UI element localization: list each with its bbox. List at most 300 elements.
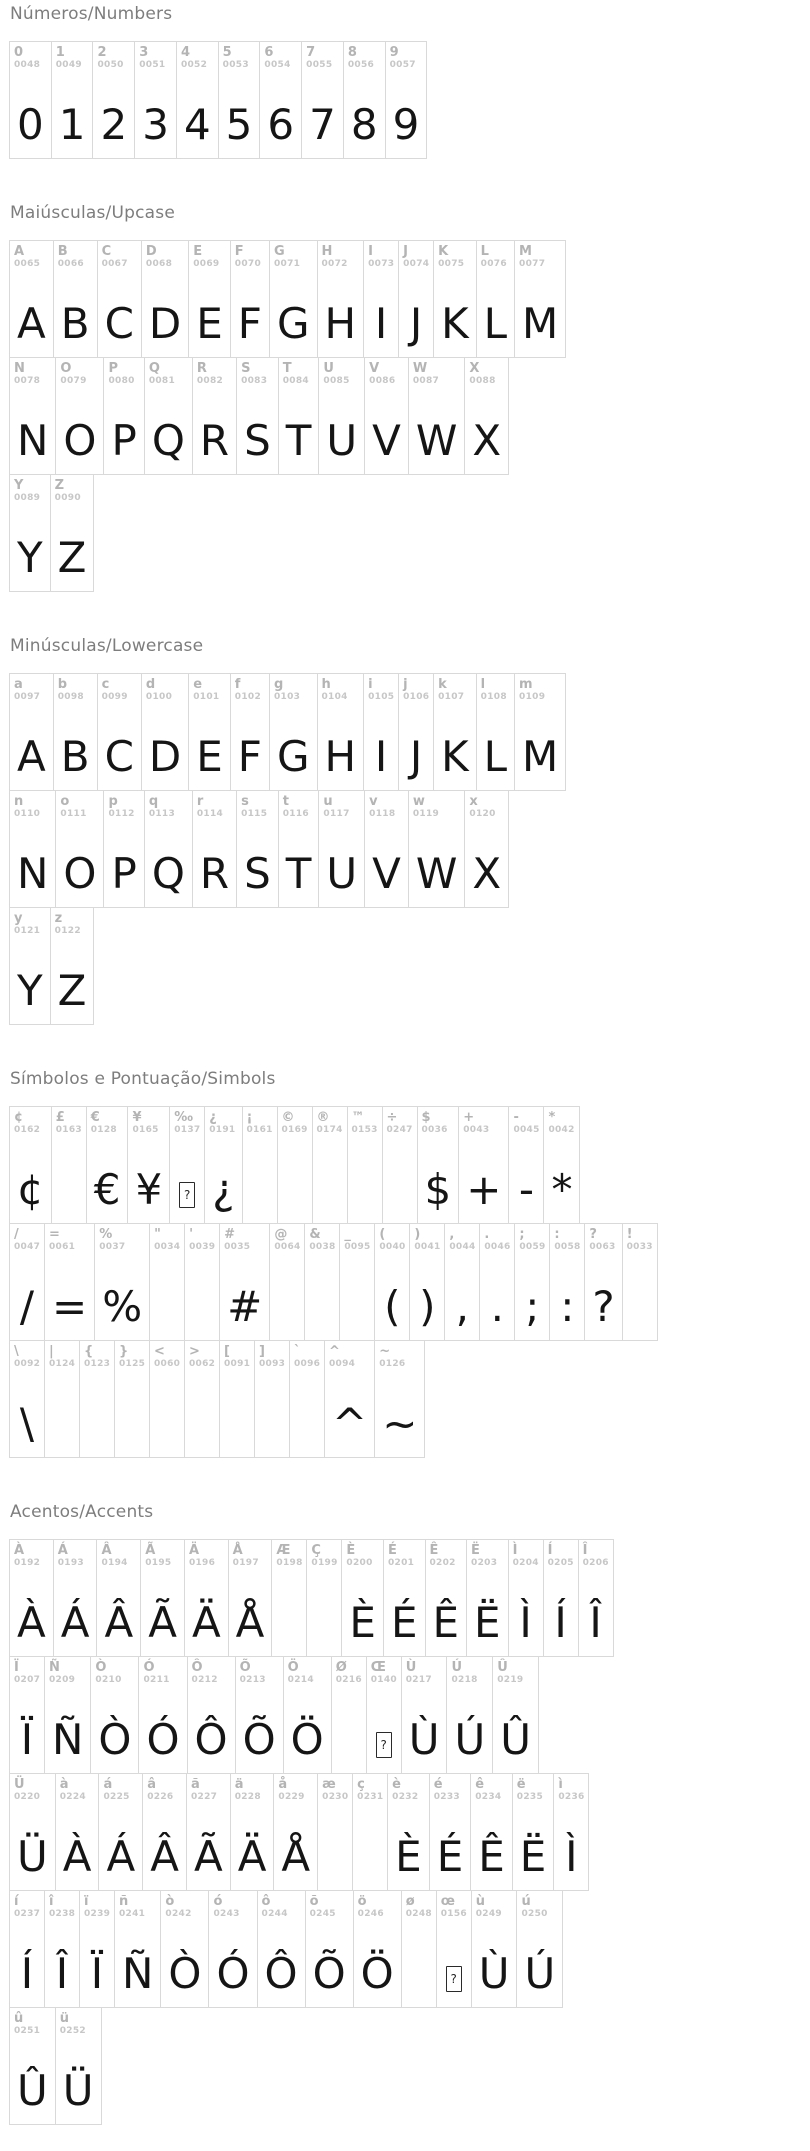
- cell-labels: [278, 1107, 312, 1136]
- cell-unicode-label: 0251: [14, 2026, 41, 2036]
- glyph-cell: [149, 1340, 185, 1458]
- cell-unicode-label: 0056: [347, 60, 375, 70]
- cell-character-label: á: [103, 1777, 113, 1792]
- glyph-preview: W: [415, 849, 458, 898]
- cell-character-label: %: [99, 1227, 113, 1242]
- cell-character-label: q: [148, 794, 159, 809]
- cell-labels: [150, 1341, 184, 1370]
- cell-labels: [313, 1107, 347, 1136]
- cell-unicode-label: 0232: [392, 1792, 419, 1802]
- glyph-cell: [53, 240, 98, 358]
- cell-character-label: s: [241, 794, 249, 809]
- glyph-preview: É: [390, 1598, 418, 1647]
- cell-unicode-label: 0048: [14, 60, 41, 70]
- cell-character-label: |: [49, 1344, 54, 1359]
- cell-unicode-label: 0199: [311, 1558, 338, 1568]
- cell-unicode-label: 0097: [14, 692, 41, 702]
- glyph-cell: [144, 357, 193, 475]
- cell-unicode-label: 0140: [370, 1675, 397, 1685]
- cell-unicode-label: 0042: [548, 1125, 575, 1135]
- glyph-row: [9, 1340, 425, 1458]
- cell-unicode-label: 0201: [387, 1558, 415, 1568]
- glyph-preview: [185, 1370, 219, 1457]
- cell-character-label: Ò: [95, 1660, 107, 1675]
- cell-unicode-label: 0102: [234, 692, 262, 702]
- cell-character-label: ñ: [119, 1894, 129, 1909]
- glyph-preview: Õ: [312, 1949, 346, 1998]
- cell-unicode-label: 0123: [84, 1359, 111, 1369]
- cell-unicode-label: 0216: [335, 1675, 362, 1685]
- cell-labels: [386, 42, 427, 71]
- cell-unicode-label: 0094: [329, 1359, 356, 1369]
- glyph-cell: [470, 1773, 513, 1891]
- glyph-preview: Î: [589, 1598, 602, 1647]
- glyph-preview: Ä: [191, 1598, 221, 1647]
- glyph-preview: ?: [592, 1282, 615, 1331]
- cell-labels: [87, 1107, 128, 1136]
- glyph-row: [9, 907, 94, 1025]
- glyph-preview: M: [522, 299, 559, 348]
- cell-unicode-label: 0191: [209, 1125, 236, 1135]
- glyph-cell: [436, 1890, 472, 2008]
- glyph-grid-accents: [9, 1539, 810, 2125]
- glyph-preview: (: [384, 1282, 401, 1331]
- glyph-preview: Ã: [148, 1598, 177, 1647]
- cell-character-label: ¿: [209, 1110, 217, 1125]
- cell-unicode-label: 0092: [14, 1359, 41, 1369]
- glyph-preview: Ò: [168, 1949, 202, 1998]
- cell-character-label: Ã: [145, 1543, 156, 1558]
- glyph-cell: [186, 1773, 231, 1891]
- cell-labels: [150, 1224, 184, 1253]
- cell-unicode-label: 0245: [309, 1909, 336, 1919]
- cell-unicode-label: 0217: [405, 1675, 432, 1685]
- cell-labels: [188, 1657, 235, 1686]
- glyph-preview: *: [551, 1165, 573, 1214]
- glyph-cell: [44, 1656, 91, 1774]
- glyph-preview: S: [244, 849, 271, 898]
- glyph-preview: U: [326, 849, 358, 898]
- cell-unicode-label: 0115: [241, 809, 268, 819]
- glyph-preview: Â: [150, 1832, 179, 1881]
- cell-character-label: E: [193, 244, 203, 259]
- cell-character-label: ): [414, 1227, 421, 1242]
- cell-character-label: a: [14, 677, 23, 692]
- cell-unicode-label: 0054: [264, 60, 291, 70]
- cell-character-label: F: [234, 244, 244, 259]
- cell-character-label: ï: [84, 1894, 89, 1909]
- glyph-cell: [317, 673, 365, 791]
- glyph-cell: [408, 357, 466, 475]
- cell-labels: [515, 241, 565, 270]
- cell-labels: [279, 358, 319, 387]
- cell-character-label: =: [49, 1227, 60, 1242]
- cell-labels: [10, 2008, 55, 2037]
- glyph-preview: ): [419, 1282, 436, 1331]
- cell-unicode-label: 0060: [154, 1359, 181, 1369]
- cell-character-label: Ñ: [49, 1660, 60, 1675]
- glyph-preview: J: [409, 732, 423, 781]
- cell-unicode-label: 0197: [232, 1558, 259, 1568]
- cell-unicode-label: 0244: [261, 1909, 288, 1919]
- glyph-cell: [312, 1106, 348, 1224]
- cell-labels: [45, 1224, 94, 1253]
- glyph-preview: [243, 1136, 277, 1223]
- cell-labels: [161, 1891, 208, 1920]
- glyph-preview: [290, 1370, 324, 1457]
- cell-unicode-label: 0205: [547, 1558, 574, 1568]
- cell-labels: [384, 1540, 425, 1569]
- glyph-preview: T: [285, 416, 312, 465]
- cell-labels: [260, 42, 301, 71]
- glyph-cell: [374, 1340, 425, 1458]
- cell-unicode-label: 0126: [379, 1359, 406, 1369]
- cell-character-label: d: [145, 677, 156, 692]
- cell-character-label: Û: [497, 1660, 508, 1675]
- cell-labels: [56, 791, 103, 820]
- cell-labels: [270, 241, 317, 270]
- glyph-cell: [9, 1773, 56, 1891]
- glyph-preview: Ê: [432, 1598, 460, 1647]
- glyph-cell: [53, 1539, 98, 1657]
- cell-unicode-label: 0057: [389, 60, 416, 70]
- glyph-preview: M: [522, 732, 559, 781]
- glyph-preview: Í: [20, 1949, 34, 1998]
- glyph-cell: [347, 1106, 383, 1224]
- glyph-row: [9, 2007, 102, 2125]
- cell-labels: [236, 1657, 283, 1686]
- glyph-preview: 5: [225, 100, 253, 149]
- cell-unicode-label: 0227: [190, 1792, 218, 1802]
- glyph-preview: [185, 1253, 219, 1340]
- cell-labels: [459, 1107, 508, 1136]
- glyph-cell: [97, 673, 142, 791]
- glyph-cell: [425, 1539, 468, 1657]
- glyph-cell: [471, 1890, 518, 2008]
- cell-labels: [10, 1657, 44, 1686]
- cell-character-label: à: [59, 1777, 69, 1792]
- cell-unicode-label: 0229: [278, 1792, 305, 1802]
- glyph-preview: B: [60, 732, 90, 781]
- cell-labels: [185, 1341, 219, 1370]
- cell-character-label: õ: [309, 1894, 319, 1909]
- glyph-cell: [301, 41, 344, 159]
- cell-unicode-label: 0122: [54, 926, 81, 936]
- cell-character-label: $: [421, 1110, 431, 1125]
- cell-character-label: å: [278, 1777, 288, 1792]
- cell-character-label: ô: [261, 1894, 271, 1909]
- cell-unicode-label: 0093: [259, 1359, 286, 1369]
- cell-character-label: >: [189, 1344, 200, 1359]
- cell-unicode-label: 0039: [189, 1242, 216, 1252]
- cell-labels: [45, 1657, 90, 1686]
- glyph-preview: K: [441, 732, 469, 781]
- cell-labels: [274, 1774, 317, 1803]
- cell-character-label: Ç: [311, 1543, 321, 1558]
- glyph-cell: [9, 474, 51, 592]
- cell-unicode-label: 0059: [519, 1242, 546, 1252]
- cell-labels: [220, 1341, 254, 1370]
- glyph-cell: [9, 41, 52, 159]
- cell-unicode-label: 0249: [475, 1909, 502, 1919]
- cell-labels: [231, 241, 269, 270]
- glyph-preview: O: [63, 849, 97, 898]
- cell-character-label: N: [14, 361, 25, 376]
- glyph-preview: 2: [100, 100, 128, 149]
- cell-unicode-label: 0073: [368, 259, 395, 269]
- cell-character-label: Ä: [188, 1543, 199, 1558]
- glyph-cell: [363, 673, 399, 791]
- glyph-cell: [114, 1890, 161, 2008]
- cell-labels: [56, 1774, 99, 1803]
- glyph-cell: [387, 1773, 430, 1891]
- glyph-cell: [235, 1656, 284, 1774]
- cell-character-label: 4: [180, 45, 190, 60]
- glyph-preview: Ì: [565, 1832, 578, 1881]
- cell-labels: [307, 1540, 341, 1569]
- cell-labels: [318, 241, 364, 270]
- cell-unicode-label: 0035: [224, 1242, 251, 1252]
- cell-character-label: U: [323, 361, 334, 376]
- cell-character-label: ò: [165, 1894, 175, 1909]
- cell-character-label: -: [513, 1110, 519, 1125]
- cell-unicode-label: 0105: [368, 692, 395, 702]
- glyph-cell: [44, 1890, 80, 2008]
- glyph-preview: [255, 1370, 289, 1457]
- glyph-preview: 6: [267, 100, 295, 149]
- cell-labels: [80, 1341, 114, 1370]
- cell-unicode-label: 0081: [148, 376, 176, 386]
- cell-character-label: Í: [547, 1543, 553, 1558]
- cell-unicode-label: 0080: [108, 376, 135, 386]
- glyph-preview: F: [237, 732, 262, 781]
- glyph-cell: [236, 790, 279, 908]
- glyph-cell: [584, 1223, 622, 1341]
- glyph-cell: [278, 790, 320, 908]
- cell-unicode-label: 0055: [306, 60, 333, 70]
- glyph-preview: [150, 1253, 184, 1340]
- cell-unicode-label: 0098: [57, 692, 84, 702]
- cell-unicode-label: 0085: [323, 376, 350, 386]
- glyph-cell: [242, 1106, 278, 1224]
- cell-character-label: ®: [316, 1110, 330, 1125]
- glyph-cell: [433, 240, 477, 358]
- glyph-cell: [228, 1539, 273, 1657]
- glyph-row: [9, 1656, 539, 1774]
- cell-labels: [434, 674, 476, 703]
- cell-labels: [509, 1107, 543, 1136]
- cell-labels: [220, 1224, 269, 1253]
- cell-unicode-label: 0101: [193, 692, 220, 702]
- cell-unicode-label: 0153: [351, 1125, 378, 1135]
- section-symbols: [9, 1069, 810, 1458]
- glyph-cell: [44, 1340, 80, 1458]
- glyph-preview: [623, 1253, 657, 1340]
- glyph-cell: [363, 240, 399, 358]
- cell-labels: [409, 358, 465, 387]
- glyph-cell: [9, 240, 54, 358]
- cell-character-label: ;: [519, 1227, 525, 1242]
- cell-labels: [472, 1891, 517, 1920]
- cell-character-label: â: [147, 1777, 156, 1792]
- cell-character-label: L: [480, 244, 489, 259]
- glyph-preview: O: [63, 416, 97, 465]
- glyph-preview: J: [409, 299, 423, 348]
- cell-labels: [99, 1774, 142, 1803]
- glyph-cell: [271, 1539, 307, 1657]
- cell-character-label: ,: [449, 1227, 455, 1242]
- cell-character-label: <: [154, 1344, 165, 1359]
- glyph-preview: =: [52, 1282, 88, 1331]
- cell-labels: [302, 42, 343, 71]
- cell-labels: [445, 1224, 479, 1253]
- section-title-uppercase: Maiúsculas/Upcase: [10, 203, 175, 223]
- glyph-preview: Õ: [242, 1715, 276, 1764]
- cell-labels: [185, 1224, 219, 1253]
- cell-unicode-label: 0095: [344, 1242, 371, 1252]
- cell-labels: [10, 42, 51, 71]
- cell-unicode-label: 0238: [49, 1909, 76, 1919]
- cell-labels: [465, 358, 508, 387]
- cell-labels: [447, 1657, 492, 1686]
- glyph-cell: [9, 357, 56, 475]
- cell-character-label: ™: [351, 1110, 365, 1125]
- cell-labels: [143, 1774, 186, 1803]
- cell-unicode-label: 0113: [148, 809, 176, 819]
- cell-labels: [437, 1891, 471, 1920]
- cell-labels: [56, 2008, 101, 2037]
- glyph-preview: /: [19, 1282, 35, 1331]
- glyph-preview: 7: [309, 100, 336, 149]
- section-title-accents: Acentos/Accents: [10, 1502, 154, 1522]
- cell-labels: [177, 42, 218, 71]
- cell-labels: [375, 1341, 424, 1370]
- cell-labels: [272, 1540, 306, 1569]
- cell-character-label: Ù: [405, 1660, 417, 1675]
- glyph-cell: [622, 1223, 658, 1341]
- cell-unicode-label: 0119: [412, 809, 440, 819]
- cell-labels: [258, 1891, 305, 1920]
- glyph-preview: .: [490, 1282, 504, 1331]
- glyph-preview: V: [372, 849, 401, 898]
- cell-unicode-label: 0103: [273, 692, 301, 702]
- cell-unicode-label: 0226: [147, 1792, 174, 1802]
- cell-character-label: 8: [347, 45, 357, 60]
- cell-character-label: 3: [139, 45, 149, 60]
- cell-unicode-label: 0082: [196, 376, 224, 386]
- glyph-preview: [383, 1136, 417, 1223]
- glyph-cell: [127, 1106, 170, 1224]
- glyph-preview: N: [17, 849, 49, 898]
- glyph-preview: :: [560, 1282, 575, 1331]
- glyph-preview: Ë: [474, 1598, 501, 1647]
- glyph-cell: [184, 1340, 220, 1458]
- glyph-cell: [374, 1223, 410, 1341]
- cell-labels: [354, 1891, 401, 1920]
- cell-character-label: ì: [558, 1777, 563, 1792]
- cell-character-label: Z: [54, 478, 65, 493]
- cell-labels: [364, 241, 398, 270]
- cell-unicode-label: 0041: [414, 1242, 441, 1252]
- glyph-cell: [50, 907, 95, 1025]
- cell-character-label: ü: [59, 2011, 70, 2026]
- cell-labels: [544, 1107, 579, 1136]
- cell-unicode-label: 0117: [323, 809, 350, 819]
- cell-character-label: ^: [329, 1344, 340, 1359]
- glyph-cell: [9, 2007, 56, 2125]
- glyph-cell: [55, 790, 104, 908]
- glyph-row: [9, 1773, 589, 1891]
- glyph-preview: V: [372, 416, 401, 465]
- cell-labels: [319, 791, 364, 820]
- cell-unicode-label: 0053: [222, 60, 249, 70]
- glyph-preview: [305, 1253, 339, 1340]
- glyph-preview: R: [199, 416, 230, 465]
- glyph-preview: [270, 1253, 304, 1340]
- cell-unicode-label: 0033: [626, 1242, 653, 1252]
- cell-labels: [515, 1224, 549, 1253]
- missing-glyph-box-icon: ?: [179, 1182, 195, 1208]
- cell-labels: [104, 791, 143, 820]
- glyph-preview: Ú: [524, 1949, 556, 1998]
- glyph-preview: A: [17, 299, 46, 348]
- glyph-preview: €: [93, 1165, 121, 1214]
- cell-labels: [10, 1540, 53, 1569]
- cell-unicode-label: 0192: [14, 1558, 41, 1568]
- glyph-preview: Ö: [290, 1715, 324, 1764]
- glyph-preview: Z: [57, 533, 87, 582]
- cell-character-label: z: [54, 911, 63, 926]
- cell-unicode-label: 0169: [281, 1125, 308, 1135]
- glyph-cell: [55, 2007, 102, 2125]
- cell-unicode-label: 0230: [322, 1792, 349, 1802]
- glyph-preview: H: [324, 732, 357, 781]
- glyph-cell: [516, 1890, 563, 2008]
- glyph-cell: [429, 1773, 472, 1891]
- cell-character-label: m: [519, 677, 533, 692]
- cell-unicode-label: 0099: [101, 692, 128, 702]
- cell-labels: [142, 674, 188, 703]
- cell-labels: [318, 674, 364, 703]
- cell-character-label: `: [294, 1344, 301, 1359]
- glyph-cell: [230, 673, 270, 791]
- glyph-preview: E: [196, 299, 223, 348]
- cell-character-label: W: [412, 361, 428, 376]
- cell-character-label: Æ: [276, 1543, 291, 1558]
- cell-labels: [10, 674, 53, 703]
- glyph-cell: [141, 673, 189, 791]
- cell-unicode-label: 0219: [497, 1675, 524, 1685]
- cell-labels: [54, 674, 97, 703]
- cell-labels: [145, 358, 192, 387]
- cell-unicode-label: 0116: [282, 809, 309, 819]
- glyph-cell: [9, 1890, 45, 2008]
- glyph-preview: Ò: [98, 1715, 132, 1764]
- cell-character-label: g: [273, 677, 284, 692]
- glyph-preview: [45, 1370, 79, 1457]
- cell-unicode-label: 0078: [14, 376, 41, 386]
- glyph-grid-uppercase: [9, 240, 810, 592]
- cell-character-label: 7: [306, 45, 316, 60]
- glyph-cell: [176, 41, 219, 159]
- glyph-cell: [9, 1656, 45, 1774]
- cell-labels: [115, 1341, 149, 1370]
- glyph-cell: [187, 1656, 236, 1774]
- glyph-preview: [220, 1370, 254, 1457]
- cell-labels: [45, 1891, 79, 1920]
- glyph-cell: [9, 1106, 52, 1224]
- cell-labels: [10, 1774, 55, 1803]
